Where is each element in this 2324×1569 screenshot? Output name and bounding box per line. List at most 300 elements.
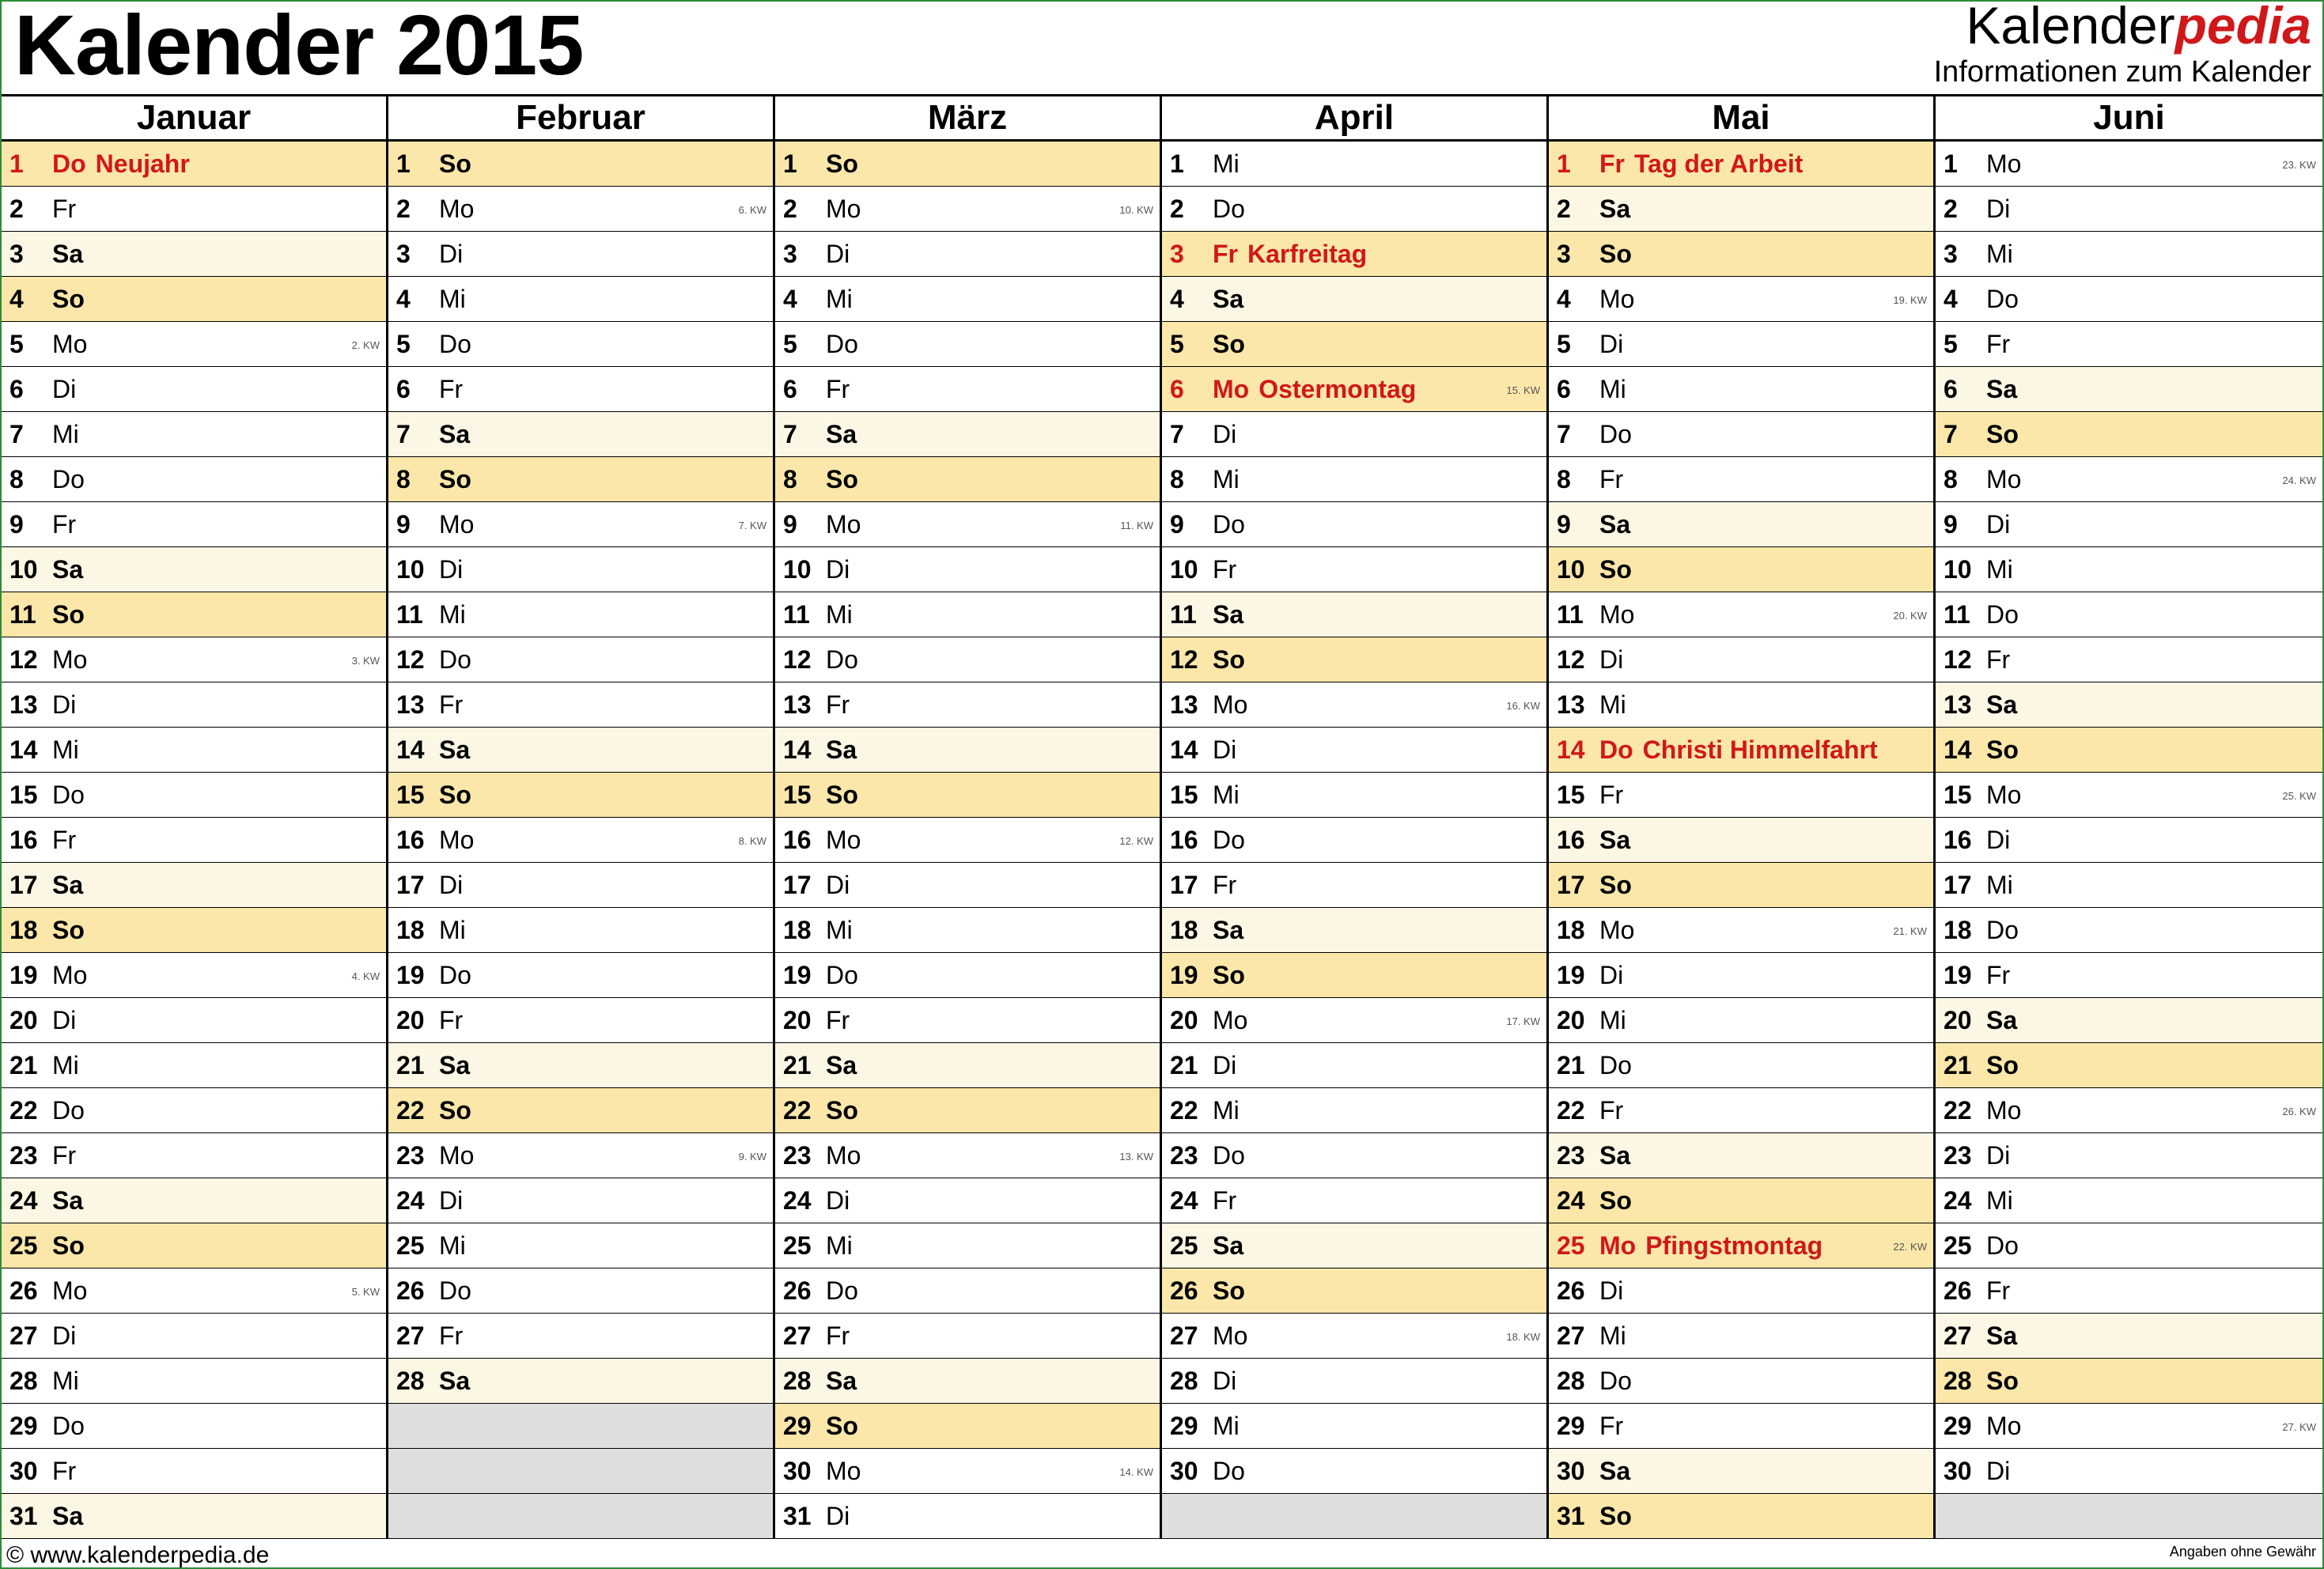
day-cell — [1162, 187, 1546, 232]
weekday-label: Mi — [826, 915, 853, 944]
weekday-label: So — [439, 149, 471, 178]
day-number: 10 — [783, 554, 812, 584]
month-column — [2, 96, 388, 1539]
month-header: Januar — [2, 96, 386, 142]
day-number: 18 — [1170, 915, 1198, 944]
weekday-label: Mo — [1986, 464, 2022, 493]
day-cell — [388, 412, 773, 457]
day-cell — [2, 322, 386, 367]
day-cell — [1936, 773, 2322, 818]
day-cell — [2, 1133, 386, 1178]
weekday-label: Mo — [826, 1140, 861, 1170]
day-cell — [1936, 1043, 2322, 1088]
day-cell — [388, 1043, 773, 1088]
holiday-cell — [1162, 367, 1546, 412]
weekday-label: Fr — [1986, 960, 2011, 989]
day-cell — [775, 1268, 1160, 1314]
weekday-label: Sa — [439, 1366, 471, 1395]
month-header: April — [1162, 96, 1546, 142]
day-cell — [1162, 908, 1546, 953]
weekday-label: Mi — [826, 1231, 853, 1260]
day-number: 17 — [1557, 870, 1585, 899]
day-number: 14 — [396, 735, 425, 764]
day-cell — [1936, 1088, 2322, 1133]
day-number: 31 — [1557, 1501, 1585, 1530]
day-number: 28 — [1170, 1366, 1198, 1395]
day-cell — [1936, 908, 2322, 953]
weekday-label: Fr — [1213, 554, 1237, 584]
weekday-label: So — [1599, 239, 1632, 268]
day-number: 28 — [1557, 1366, 1585, 1395]
day-number: 21 — [1170, 1050, 1198, 1079]
weekday-label: Sa — [1213, 1231, 1244, 1260]
weekday-label: Mi — [439, 284, 466, 313]
day-cell — [2, 998, 386, 1043]
day-number: 4 — [396, 284, 411, 313]
day-cell — [1549, 1404, 1933, 1449]
day-cell — [1549, 908, 1933, 953]
weekday-label: Fr — [826, 1005, 850, 1034]
day-cell — [1936, 953, 2322, 998]
day-number: 20 — [1170, 1005, 1198, 1034]
holiday-name: Tag der Arbeit — [1634, 149, 1804, 178]
weekday-label: Fr — [1599, 1095, 1624, 1125]
day-number: 27 — [396, 1321, 425, 1350]
day-number: 24 — [9, 1185, 38, 1215]
day-cell — [1549, 592, 1933, 637]
calendar-week-label: 14. KW — [1119, 1466, 1153, 1478]
weekday-label: Di — [1213, 1366, 1237, 1395]
day-cell — [1162, 1404, 1546, 1449]
day-number: 1 — [9, 149, 24, 178]
day-cell — [2, 1178, 386, 1223]
month-column — [775, 96, 1162, 1539]
day-number: 1 — [1170, 149, 1184, 178]
calendar-week-label: 3. KW — [351, 655, 380, 667]
day-cell — [1162, 277, 1546, 322]
weekday-label: Di — [826, 1501, 850, 1530]
day-number: 21 — [1557, 1050, 1585, 1079]
weekday-label: Di — [826, 239, 850, 268]
brand-logo — [1934, 0, 2311, 89]
weekday-label: Do — [826, 1276, 858, 1305]
day-number: 10 — [9, 554, 38, 584]
weekday-label: Di — [439, 239, 464, 268]
day-cell — [388, 728, 773, 773]
weekday-label: Mi — [52, 1366, 79, 1395]
weekday-label: Do — [439, 645, 471, 674]
weekday-label: Di — [52, 690, 77, 719]
month-column — [1162, 96, 1549, 1539]
weekday-label: Di — [1213, 1050, 1237, 1079]
day-cell — [388, 142, 773, 187]
weekday-label: Mo — [1986, 1411, 2022, 1440]
day-cell — [2, 1449, 386, 1494]
weekday-label: Sa — [1599, 194, 1631, 223]
day-number: 13 — [9, 690, 38, 719]
day-number: 27 — [783, 1321, 812, 1350]
weekday-label: Mi — [1986, 554, 2013, 584]
day-number: 16 — [783, 825, 812, 854]
weekday-label: Di — [1213, 735, 1237, 764]
brand-name-a: Kalender — [1966, 0, 2175, 55]
day-cell — [2, 547, 386, 592]
calendar-week-label: 11. KW — [1120, 520, 1153, 531]
holiday-cell — [1549, 142, 1933, 187]
weekday-label: Mi — [1599, 1321, 1626, 1350]
calendar-week-label: 25. KW — [2282, 790, 2316, 802]
day-cell — [1549, 773, 1933, 818]
weekday-label: So — [826, 1411, 858, 1440]
weekday-label: Do — [1213, 194, 1245, 223]
calendar-week-label: 18. KW — [1506, 1331, 1540, 1343]
weekday-label: Fr — [439, 690, 464, 719]
day-cell — [2, 232, 386, 277]
day-cell — [1162, 1178, 1546, 1223]
weekday-label: Do — [52, 780, 85, 809]
day-cell — [1549, 457, 1933, 502]
weekday-label: Sa — [826, 1050, 857, 1079]
holiday-cell — [1549, 728, 1933, 773]
day-number: 22 — [783, 1095, 812, 1125]
day-number: 25 — [9, 1231, 38, 1260]
day-cell — [775, 908, 1160, 953]
weekday-label: Fr — [1986, 645, 2011, 674]
day-number: 9 — [1557, 509, 1571, 539]
day-cell — [775, 367, 1160, 412]
weekday-label: Fr — [1599, 464, 1624, 493]
day-cell — [1549, 1449, 1933, 1494]
day-cell — [2, 457, 386, 502]
day-cell — [2, 818, 386, 863]
day-number: 12 — [9, 645, 38, 674]
weekday-label: So — [1986, 419, 2019, 448]
weekday-label: Sa — [1986, 1005, 2018, 1034]
day-cell — [388, 1223, 773, 1268]
day-cell — [1936, 322, 2322, 367]
day-cell — [775, 953, 1160, 998]
day-number: 16 — [1557, 825, 1585, 854]
empty-day-cell — [388, 1494, 773, 1539]
day-number: 16 — [396, 825, 425, 854]
day-cell — [1936, 818, 2322, 863]
day-number: 6 — [9, 374, 24, 403]
day-cell — [775, 728, 1160, 773]
weekday-label: Mo — [52, 329, 88, 358]
weekday-label: Mi — [1213, 1411, 1240, 1440]
day-number: 28 — [783, 1366, 812, 1395]
day-number: 11 — [9, 599, 36, 629]
day-number: 2 — [1170, 194, 1184, 223]
day-cell — [388, 232, 773, 277]
day-cell — [388, 502, 773, 547]
weekday-label: Sa — [52, 1185, 84, 1215]
weekday-label: Sa — [1599, 1456, 1631, 1485]
day-number: 3 — [1170, 239, 1184, 268]
day-number: 18 — [1557, 915, 1585, 944]
day-number: 12 — [1557, 645, 1585, 674]
day-number: 9 — [1170, 509, 1184, 539]
day-number: 19 — [9, 960, 38, 989]
day-number: 9 — [9, 509, 24, 539]
day-number: 20 — [783, 1005, 812, 1034]
day-number: 19 — [1557, 960, 1585, 989]
day-cell — [1936, 1314, 2322, 1359]
weekday-label: Di — [1599, 1276, 1624, 1305]
day-cell — [1549, 1133, 1933, 1178]
day-cell — [2, 953, 386, 998]
day-number: 15 — [1944, 780, 1972, 809]
weekday-label: Do — [1986, 1231, 2019, 1260]
day-cell — [1936, 592, 2322, 637]
day-cell — [1549, 682, 1933, 728]
empty-day-cell — [388, 1449, 773, 1494]
day-cell — [388, 1359, 773, 1404]
day-cell — [1936, 547, 2322, 592]
weekday-label: Mi — [52, 1050, 79, 1079]
weekday-label: Mi — [1986, 239, 2013, 268]
footer-url[interactable]: © www.kalenderpedia.de — [6, 1542, 270, 1568]
weekday-label: Fr — [1213, 239, 1238, 268]
weekday-label: Di — [1986, 1456, 2011, 1485]
day-number: 5 — [1557, 329, 1571, 358]
day-cell — [775, 637, 1160, 682]
day-cell — [2, 1494, 386, 1539]
day-number: 22 — [396, 1095, 425, 1125]
day-number: 5 — [1170, 329, 1184, 358]
weekday-label: Di — [52, 1005, 77, 1034]
day-cell — [1162, 1449, 1546, 1494]
holiday-name: Christi Himmelfahrt — [1642, 735, 1878, 764]
weekday-label: So — [1599, 870, 1632, 899]
day-cell — [1549, 1043, 1933, 1088]
day-number: 24 — [396, 1185, 425, 1215]
weekday-label: Do — [52, 1411, 85, 1440]
day-cell — [388, 773, 773, 818]
day-number: 31 — [783, 1501, 812, 1530]
day-cell — [1549, 818, 1933, 863]
weekday-label: So — [52, 1231, 85, 1260]
day-cell — [1549, 277, 1933, 322]
day-number: 29 — [9, 1411, 38, 1440]
weekday-label: Fr — [52, 509, 77, 539]
day-cell — [1936, 1178, 2322, 1223]
day-cell — [1162, 1043, 1546, 1088]
day-cell — [1162, 502, 1546, 547]
brand-name-b: pedia — [2174, 0, 2311, 55]
weekday-label: Fr — [439, 374, 464, 403]
day-number: 26 — [1170, 1276, 1198, 1305]
day-cell — [775, 682, 1160, 728]
weekday-label: So — [439, 1095, 471, 1125]
month-column — [1549, 96, 1936, 1539]
day-number: 24 — [1170, 1185, 1198, 1215]
day-number: 28 — [1944, 1366, 1972, 1395]
weekday-label: Mo — [826, 194, 861, 223]
day-cell — [1549, 953, 1933, 998]
day-number: 10 — [1170, 554, 1198, 584]
day-number: 6 — [1557, 374, 1571, 403]
weekday-label: Mi — [1213, 1095, 1240, 1125]
day-number: 19 — [396, 960, 425, 989]
weekday-label: Do — [439, 329, 471, 358]
weekday-label: Fr — [52, 825, 77, 854]
day-number: 3 — [1944, 239, 1958, 268]
day-number: 18 — [783, 915, 812, 944]
day-cell — [775, 142, 1160, 187]
day-number: 13 — [1944, 690, 1972, 719]
weekday-label: Fr — [439, 1321, 464, 1350]
day-cell — [388, 998, 773, 1043]
calendar-week-label: 22. KW — [1893, 1241, 1927, 1253]
day-cell — [1936, 277, 2322, 322]
day-number: 21 — [1944, 1050, 1972, 1079]
day-cell — [775, 547, 1160, 592]
day-number: 1 — [1557, 149, 1571, 178]
day-number: 17 — [396, 870, 425, 899]
day-cell — [775, 277, 1160, 322]
day-cell — [1162, 412, 1546, 457]
day-cell — [1936, 187, 2322, 232]
weekday-label: Mo — [1213, 1321, 1248, 1350]
day-cell — [1936, 637, 2322, 682]
day-cell — [2, 592, 386, 637]
day-cell — [388, 1133, 773, 1178]
day-number: 14 — [9, 735, 38, 764]
month-header: Juni — [1936, 96, 2322, 142]
empty-day-cell — [1936, 1494, 2322, 1539]
day-cell — [388, 637, 773, 682]
calendar-week-label: 10. KW — [1119, 204, 1153, 216]
day-cell — [1936, 1449, 2322, 1494]
calendar-week-label: 17. KW — [1506, 1015, 1540, 1027]
day-cell — [1936, 1359, 2322, 1404]
day-cell — [1162, 1223, 1546, 1268]
day-cell — [775, 457, 1160, 502]
weekday-label: Mi — [439, 915, 466, 944]
day-number: 16 — [1944, 825, 1972, 854]
day-cell — [1162, 142, 1546, 187]
weekday-label: Do — [1986, 599, 2019, 629]
day-cell — [775, 773, 1160, 818]
day-cell — [775, 1359, 1160, 1404]
day-number: 19 — [1944, 960, 1972, 989]
day-number: 21 — [9, 1050, 38, 1079]
day-cell — [1162, 1268, 1546, 1314]
weekday-label: Do — [1213, 825, 1245, 854]
weekday-label: Mi — [439, 599, 466, 629]
day-cell — [1162, 1314, 1546, 1359]
day-number: 11 — [396, 599, 423, 629]
day-number: 13 — [396, 690, 425, 719]
calendar-week-label: 7. KW — [738, 520, 766, 531]
day-number: 23 — [783, 1140, 812, 1170]
day-cell — [1936, 502, 2322, 547]
day-cell — [775, 232, 1160, 277]
day-number: 22 — [9, 1095, 38, 1125]
weekday-label: Mo — [1213, 690, 1248, 719]
day-cell — [1162, 773, 1546, 818]
weekday-label: Di — [1213, 419, 1237, 448]
weekday-label: Sa — [1599, 825, 1631, 854]
day-cell — [1549, 998, 1933, 1043]
day-cell — [1162, 818, 1546, 863]
day-number: 6 — [1170, 374, 1184, 403]
day-number: 1 — [396, 149, 411, 178]
weekday-label: Sa — [1986, 1321, 2018, 1350]
day-number: 11 — [1944, 599, 1970, 629]
day-cell — [1549, 1088, 1933, 1133]
day-number: 14 — [1944, 735, 1972, 764]
day-number: 8 — [1557, 464, 1571, 493]
day-cell — [775, 592, 1160, 637]
holiday-name: Ostermontag — [1259, 374, 1417, 403]
weekday-label: Mo — [52, 645, 88, 674]
weekday-label: Do — [439, 1276, 471, 1305]
day-number: 30 — [9, 1456, 38, 1485]
day-cell — [2, 1314, 386, 1359]
calendar-week-label: 27. KW — [2282, 1421, 2316, 1433]
weekday-label: So — [826, 1095, 858, 1125]
day-number: 4 — [9, 284, 24, 313]
day-cell — [775, 1088, 1160, 1133]
weekday-label: Fr — [52, 1140, 77, 1170]
month-header: März — [775, 96, 1160, 142]
day-number: 11 — [1170, 599, 1197, 629]
weekday-label: Do — [1213, 1456, 1245, 1485]
day-number: 22 — [1944, 1095, 1972, 1125]
day-number: 10 — [396, 554, 425, 584]
weekday-label: Sa — [1986, 690, 2018, 719]
weekday-label: Mo — [439, 509, 475, 539]
day-cell — [1162, 457, 1546, 502]
calendar-week-label: 24. KW — [2282, 474, 2316, 486]
day-cell — [1936, 1404, 2322, 1449]
calendar-grid — [2, 94, 2322, 1539]
day-number: 2 — [9, 194, 24, 223]
day-cell — [2, 1043, 386, 1088]
weekday-label: Di — [1599, 329, 1624, 358]
day-cell — [388, 953, 773, 998]
day-cell — [1936, 412, 2322, 457]
month-column — [1936, 96, 2322, 1539]
weekday-label: So — [1599, 1185, 1632, 1215]
day-number: 2 — [1944, 194, 1958, 223]
day-cell — [388, 1314, 773, 1359]
day-cell — [775, 412, 1160, 457]
day-number: 30 — [783, 1456, 812, 1485]
weekday-label: Di — [826, 554, 850, 584]
weekday-label: Mi — [1986, 870, 2013, 899]
weekday-label: Mo — [1986, 149, 2022, 178]
day-cell — [1162, 863, 1546, 908]
weekday-label: Sa — [1213, 915, 1244, 944]
day-number: 6 — [783, 374, 797, 403]
day-cell — [388, 818, 773, 863]
day-number: 27 — [1557, 1321, 1585, 1350]
day-cell — [1162, 637, 1546, 682]
day-number: 26 — [783, 1276, 812, 1305]
weekday-label: Mo — [439, 1140, 475, 1170]
day-number: 18 — [1944, 915, 1972, 944]
day-cell — [1549, 1494, 1933, 1539]
day-cell — [2, 1359, 386, 1404]
day-cell — [1936, 863, 2322, 908]
day-cell — [2, 1404, 386, 1449]
day-number: 26 — [1557, 1276, 1585, 1305]
day-number: 22 — [1557, 1095, 1585, 1125]
day-number: 2 — [396, 194, 411, 223]
